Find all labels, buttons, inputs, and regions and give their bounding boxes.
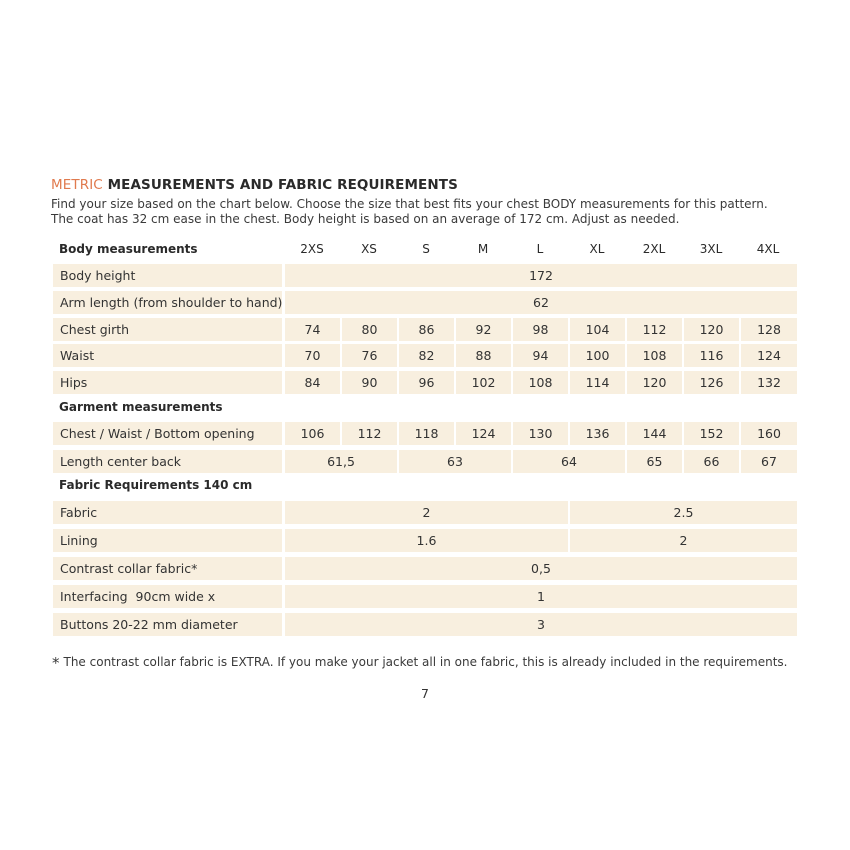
row-label-length-center-back: Length center back (53, 450, 282, 473)
fabric-requirements-heading: Fabric Requirements 140 cm (59, 478, 253, 492)
value-hips: 108 (513, 371, 568, 394)
value-chest-waist-bottom: 124 (456, 422, 511, 445)
value-chest-waist-bottom: 106 (285, 422, 340, 445)
row-label-contrast-collar: Contrast collar fabric* (53, 557, 282, 580)
row-label-chest-waist-bottom: Chest / Waist / Bottom opening (53, 422, 282, 445)
value-chest-girth: 86 (399, 318, 454, 341)
row-label-fabric: Fabric (53, 501, 282, 524)
value-chest-girth: 120 (684, 318, 739, 341)
size-header: S (422, 242, 430, 256)
value-lining-large: 2 (570, 529, 797, 552)
value-hips: 132 (741, 371, 797, 394)
value-chest-waist-bottom: 152 (684, 422, 739, 445)
title-rest: MEASUREMENTS AND FABRIC REQUIREMENTS (107, 177, 458, 193)
value-chest-girth: 92 (456, 318, 511, 341)
value-interfacing: 1 (285, 585, 797, 608)
value-hips: 84 (285, 371, 340, 394)
value-chest-girth: 74 (285, 318, 340, 341)
value-fabric-small: 2 (285, 501, 568, 524)
value-length-center-back: 63 (399, 450, 511, 473)
value-fabric-large: 2.5 (570, 501, 797, 524)
value-waist: 100 (570, 344, 625, 367)
row-label-arm-length: Arm length (from shoulder to hand) (53, 291, 282, 314)
row-label-waist: Waist (53, 344, 282, 367)
value-chest-waist-bottom: 130 (513, 422, 568, 445)
value-hips: 120 (627, 371, 682, 394)
size-header: 2XL (642, 242, 666, 256)
row-label-body-height: Body height (53, 264, 282, 287)
intro-line-1: Find your size based on the chart below. Choose the size that best fits your chest BODY measurements for this pattern. (51, 197, 768, 211)
body-measurements-heading: Body measurements (59, 242, 198, 256)
value-length-center-back: 64 (513, 450, 625, 473)
row-label-hips: Hips (53, 371, 282, 394)
value-chest-waist-bottom: 136 (570, 422, 625, 445)
garment-measurements-heading: Garment measurements (59, 400, 223, 414)
intro-text (51, 197, 811, 227)
footnote-text: The contrast collar fabric is EXTRA. If you make your jacket all in one fabric, this is already included in the requirements. (63, 655, 788, 669)
size-header: 4XL (756, 242, 780, 256)
size-header: XS (361, 242, 377, 256)
value-hips: 102 (456, 371, 511, 394)
value-chest-waist-bottom: 118 (399, 422, 454, 445)
value-chest-waist-bottom: 112 (342, 422, 397, 445)
value-length-center-back: 61,5 (285, 450, 397, 473)
value-body-height: 172 (285, 264, 797, 287)
value-hips: 90 (342, 371, 397, 394)
page-title (51, 177, 458, 193)
intro-line-2: The coat has 32 cm ease in the chest. Body height is based on an average of 172 cm. Adjust as needed. (51, 212, 680, 226)
row-label-chest-girth: Chest girth (53, 318, 282, 341)
value-contrast-collar: 0,5 (285, 557, 797, 580)
value-lining-small: 1.6 (285, 529, 568, 552)
page-number: 7 (421, 686, 429, 701)
value-chest-waist-bottom: 160 (741, 422, 797, 445)
value-hips: 96 (399, 371, 454, 394)
value-chest-girth: 104 (570, 318, 625, 341)
value-arm-length: 62 (285, 291, 797, 314)
value-waist: 94 (513, 344, 568, 367)
value-length-center-back: 65 (627, 450, 682, 473)
size-header: M (477, 242, 489, 256)
value-chest-waist-bottom: 144 (627, 422, 682, 445)
row-label-interfacing: Interfacing 90cm wide x (53, 585, 282, 608)
footnote (52, 654, 787, 672)
value-waist: 124 (741, 344, 797, 367)
row-label-buttons: Buttons 20-22 mm diameter (53, 613, 282, 636)
value-length-center-back: 67 (741, 450, 797, 473)
value-chest-girth: 128 (741, 318, 797, 341)
value-waist: 82 (399, 344, 454, 367)
value-chest-girth: 98 (513, 318, 568, 341)
size-header: XL (589, 242, 605, 256)
value-waist: 76 (342, 344, 397, 367)
value-hips: 126 (684, 371, 739, 394)
title-accent: METRIC (51, 177, 103, 193)
size-header: 2XS (300, 242, 324, 256)
value-length-center-back: 66 (684, 450, 739, 473)
value-chest-girth: 80 (342, 318, 397, 341)
value-waist: 116 (684, 344, 739, 367)
row-label-lining: Lining (53, 529, 282, 552)
footnote-asterisk: * (52, 654, 60, 672)
value-buttons: 3 (285, 613, 797, 636)
size-header: 3XL (699, 242, 723, 256)
size-header: L (536, 242, 544, 256)
value-waist: 108 (627, 344, 682, 367)
value-waist: 88 (456, 344, 511, 367)
value-waist: 70 (285, 344, 340, 367)
value-hips: 114 (570, 371, 625, 394)
value-chest-girth: 112 (627, 318, 682, 341)
